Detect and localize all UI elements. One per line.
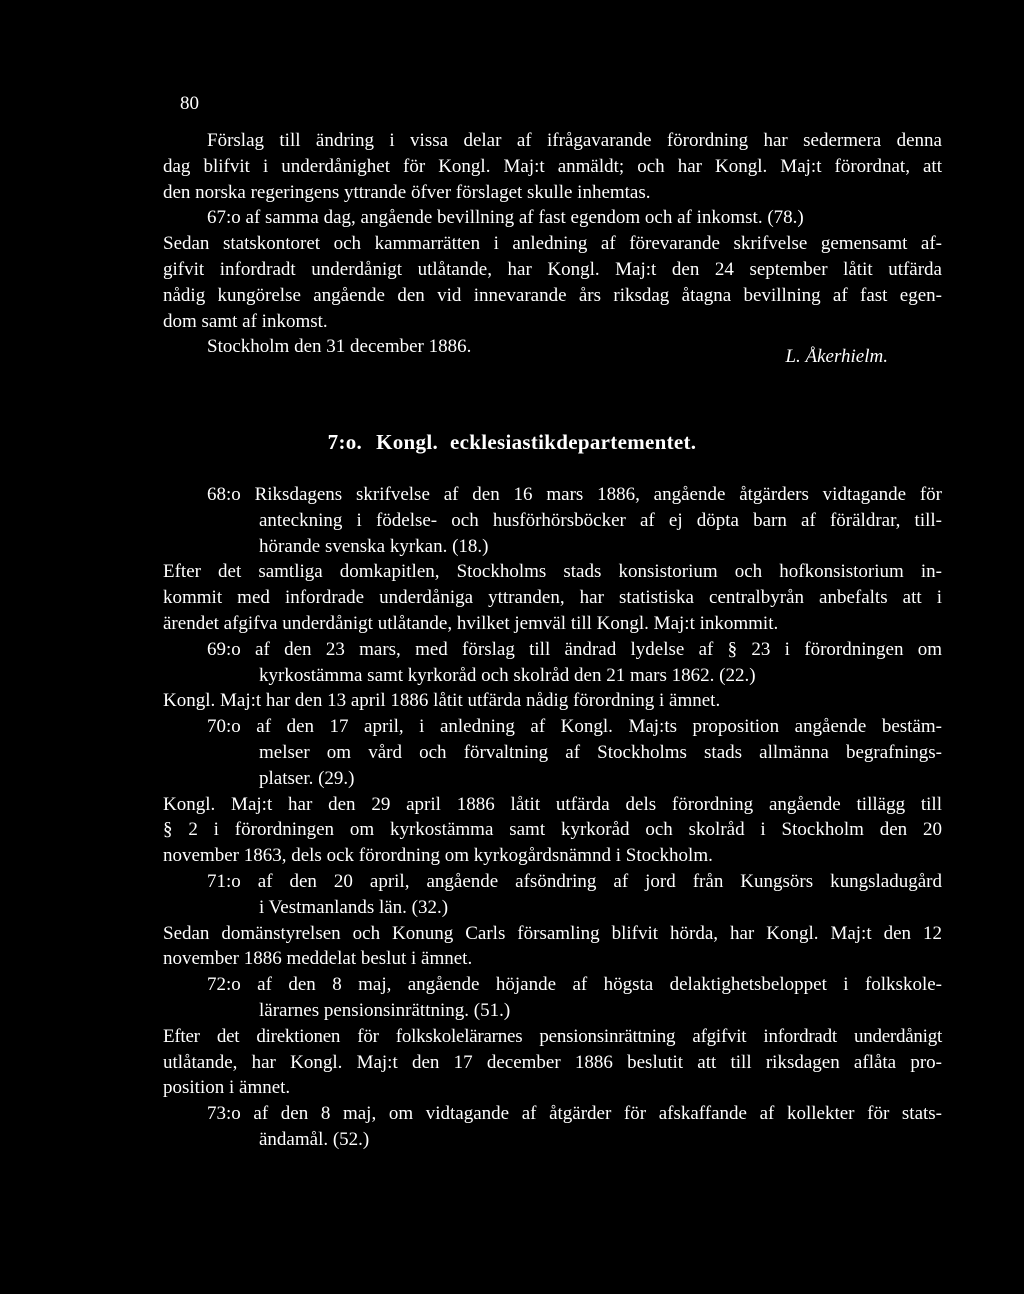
text-line: dag blifvit i underdånighet för Kongl. Maj:t anmäldt; och har Kongl. Maj:t förordnat, att bbox=[163, 155, 942, 177]
text-line: ändamål. (52.) bbox=[259, 1128, 370, 1150]
text-line: melser om vård och förvaltning af Stockholms stads allmänna begrafnings- bbox=[259, 741, 942, 763]
text-line: Efter det samtliga domkapitlen, Stockholms stads konsistorium och hofkonsistorium in- bbox=[163, 561, 942, 583]
text-line: dom samt af inkomst. bbox=[163, 310, 328, 332]
item-heading: 69:o af den 23 mars, med förslag till ändrad lydelse af § 23 i förordningen om bbox=[207, 638, 942, 660]
text-line: anteckning i födelse- och husförhörsböcker af ej döpta barn af föräldrar, till- bbox=[259, 509, 942, 531]
text-line: Sedan statskontoret och kammarrätten i anledning af förevarande skrifvelse gemensamt af- bbox=[163, 233, 942, 255]
section-7-items bbox=[163, 482, 942, 1153]
text-line: i Vestmanlands län. (32.) bbox=[259, 896, 449, 918]
text-line: position i ämnet. bbox=[163, 1077, 291, 1099]
date-text: Stockholm den 31 december 1886. bbox=[207, 336, 472, 358]
section-kongl: Kongl. bbox=[376, 430, 439, 454]
text-line: Efter det direktionen för folkskolelärarnes pensionsinrättning afgifvit infordradt underdånigt bbox=[163, 1025, 942, 1047]
item-heading: 70:o af den 17 april, i anledning af Kongl. Maj:ts proposition angående bestäm- bbox=[207, 716, 942, 738]
text-line: lärarnes pensionsinrättning. (51.) bbox=[259, 999, 511, 1021]
page-number: 80 bbox=[180, 93, 199, 114]
text-line: Kongl. Maj:t har den 13 april 1886 låtit utfärda nådig förordning i ämnet. bbox=[163, 690, 721, 712]
item-heading: 71:o af den 20 april, angående afsöndring af jord från Kungsörs kungsladugård bbox=[207, 870, 942, 892]
text-line: kyrkostämma samt kyrkoråd och skolråd den 21 mars 1862. (22.) bbox=[259, 664, 756, 686]
text-line: kommit med infordrade underdåniga yttranden, har statistiska centralbyrån anbefalts att i bbox=[163, 587, 942, 609]
text-line: nådig kungörelse angående den vid innevarande års riksdag åtagna bevillning af fast egen- bbox=[163, 284, 942, 306]
section-6-items bbox=[163, 128, 942, 368]
text-line: november 1863, dels ock förordning om kyrkogårdsnämnd i Stockholm. bbox=[163, 845, 713, 867]
signature: L. Åkerhielm. bbox=[785, 346, 888, 368]
text-line: gifvit infordradt underdånigt utlåtande, har Kongl. Maj:t den 24 september låtit utfärda bbox=[163, 258, 942, 280]
text-line: den norska regeringens yttrande öfver förslaget skulle inhemtas. bbox=[163, 181, 651, 203]
text-line: § 2 i förordningen om kyrkostämma samt kyrkoråd och skolråd i Stockholm den 20 bbox=[163, 819, 942, 841]
section-heading bbox=[0, 430, 1024, 455]
text-line: utlåtande, har Kongl. Maj:t den 17 december 1886 beslutit att till riksdagen aflåta pro- bbox=[163, 1051, 942, 1073]
text-line: ärendet afgifva underdånigt utlåtande, hvilket jemväl till Kongl. Maj:t inkommit. bbox=[163, 612, 779, 634]
text-line: Förslag till ändring i vissa delar af ifrågavarande förordning har sedermera denna bbox=[207, 130, 942, 151]
item-heading: 68:o Riksdagens skrifvelse af den 16 mars 1886, angående åtgärders vidtagande för bbox=[207, 484, 942, 505]
section-title: ecklesiastikdepartementet. bbox=[450, 430, 697, 454]
text-line: hörande svenska kyrkan. (18.) bbox=[259, 535, 489, 557]
item-heading: 67:o af samma dag, angående bevillning af fast egendom och af inkomst. (78.) bbox=[207, 207, 804, 229]
text-line: november 1886 meddelat beslut i ämnet. bbox=[163, 948, 473, 970]
section-number: 7:o. bbox=[327, 430, 363, 454]
text-line: Kongl. Maj:t har den 29 april 1886 låtit utfärda dels förordning angående tillägg till bbox=[163, 793, 942, 815]
item-heading: 72:o af den 8 maj, angående höjande af högsta delaktighetsbeloppet i folkskole- bbox=[207, 974, 942, 996]
date-line bbox=[163, 334, 942, 368]
text-line: platser. (29.) bbox=[259, 767, 355, 789]
item-heading: 73:o af den 8 maj, om vidtagande af åtgärder för afskaffande af kollekter för stats- bbox=[207, 1103, 942, 1125]
text-line: Sedan domänstyrelsen och Konung Carls församling blifvit hörda, har Kongl. Maj:t den 12 bbox=[163, 922, 942, 944]
